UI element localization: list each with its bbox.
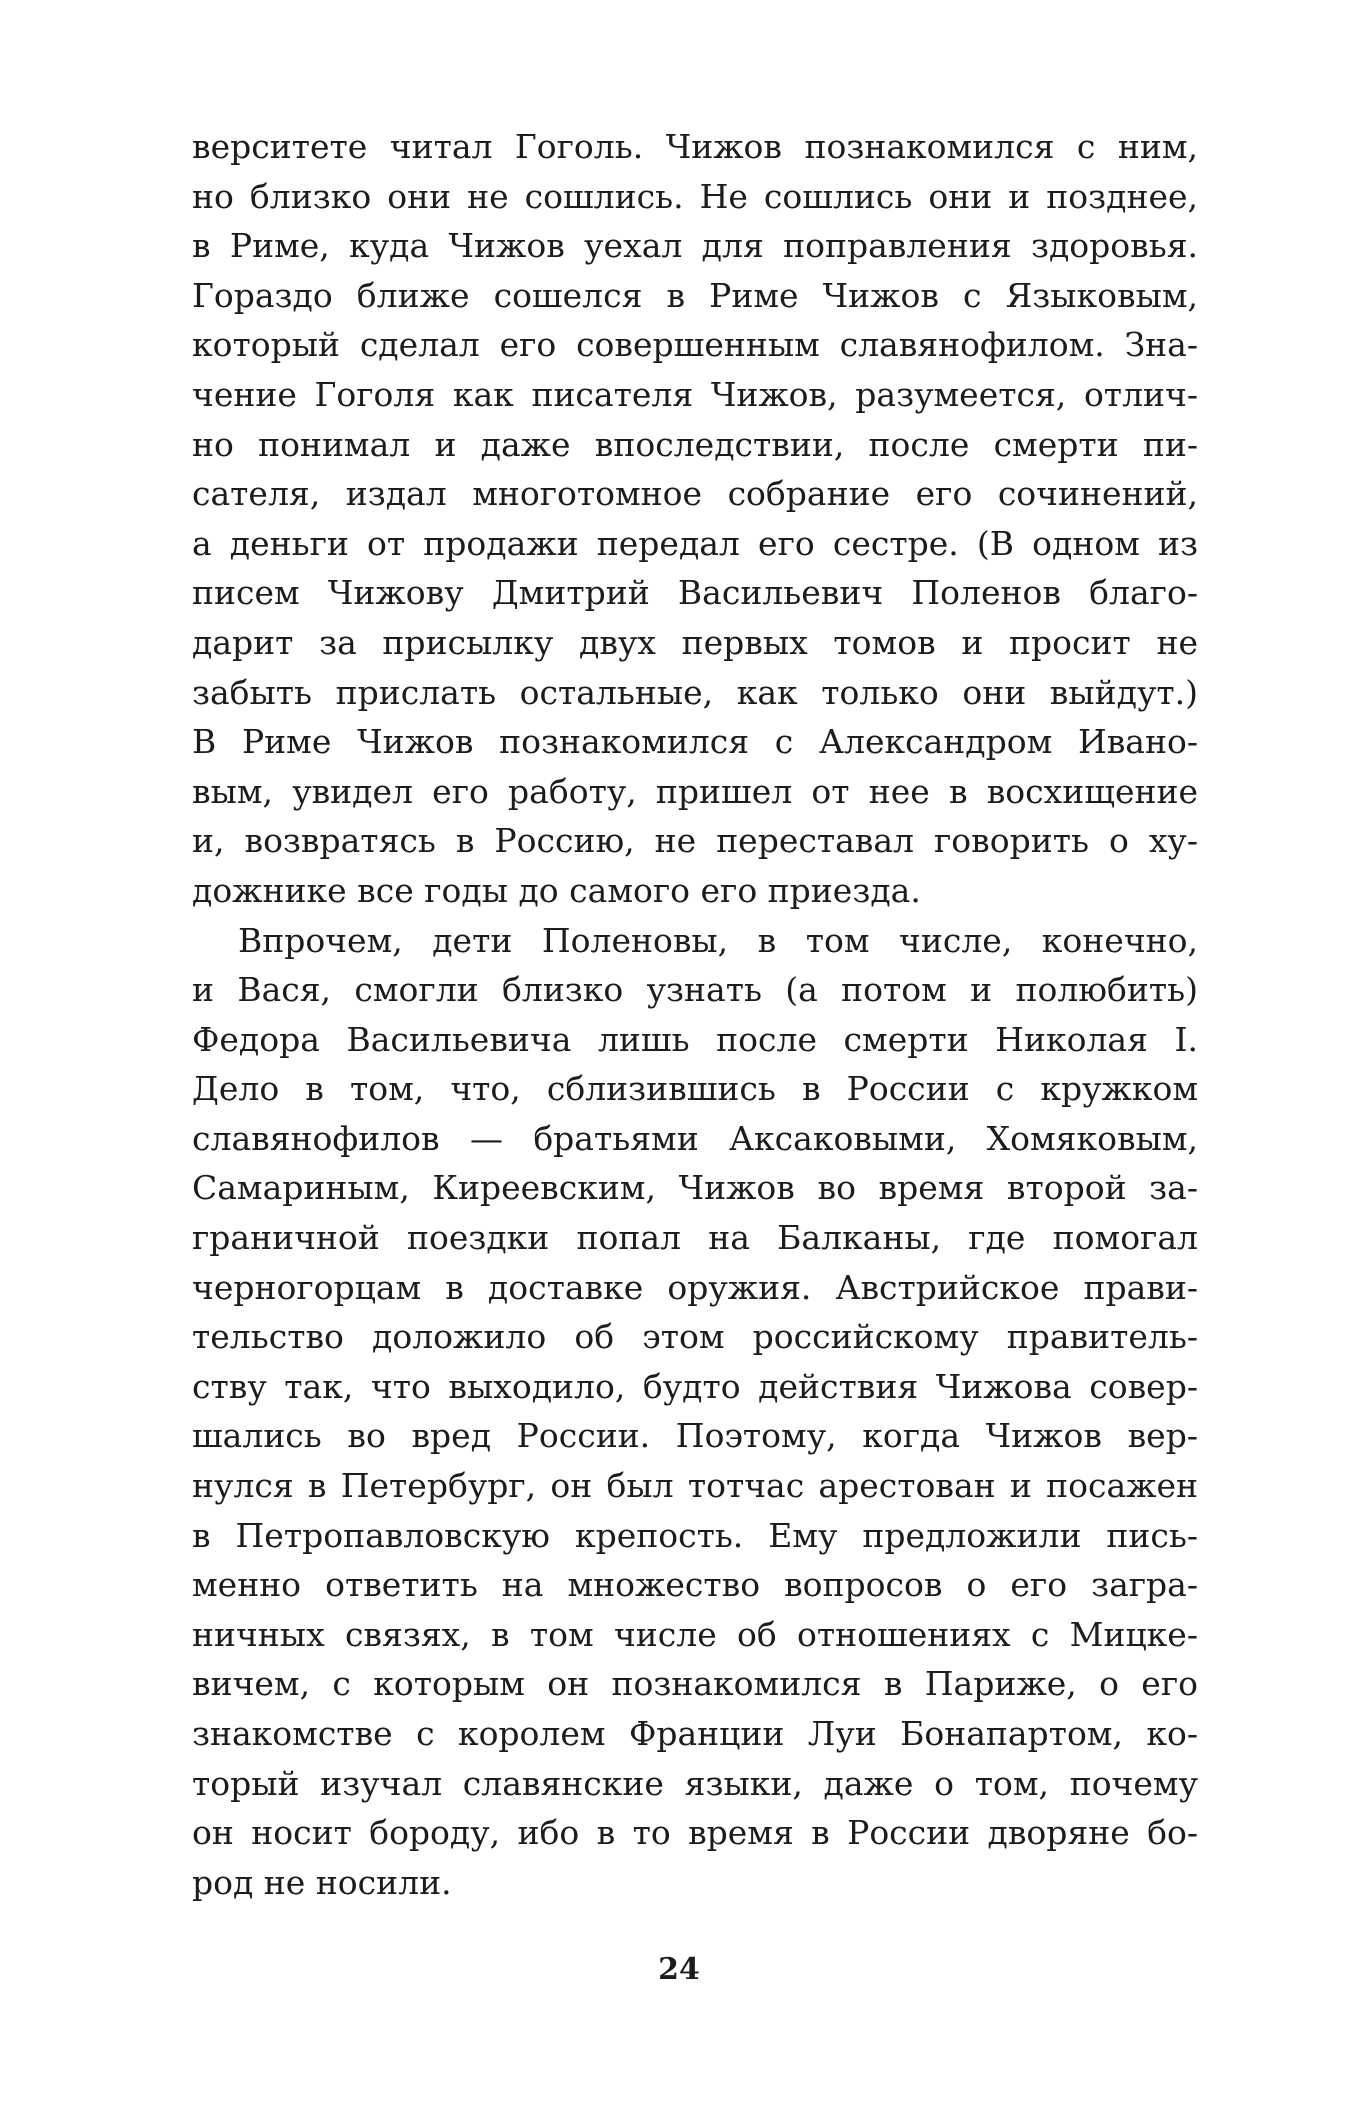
text-line: в Риме, куда Чижов уехал для поправления здоровья. [192,226,1198,266]
text-line: ничных связях, в том числе об отношениях с Мицке- [192,1614,1198,1654]
text-line: нулся в Петербург, он был тотчас арестован и посажен [192,1466,1198,1506]
text-line: забыть прислать остальные, как только они выйдут.) [192,672,1198,712]
text-line: тельство доложило об этом российскому правитель- [192,1317,1198,1357]
text-line: Гораздо ближе сошелся в Риме Чижов с Языковым, [192,275,1198,315]
text-line: славянофилов — братьями Аксаковыми, Хомяковым, [192,1118,1198,1158]
text-line: чение Гоголя как писателя Чижов, разумеется, отлич- [192,374,1198,414]
text-line: знакомстве с королем Франции Луи Бонапартом, ко- [192,1714,1198,1753]
text-line: и Вася, смогли близко узнать (а потом и полюбить) [192,970,1198,1010]
text-line: в Петропавловскую крепость. Ему предложили пись- [192,1515,1198,1555]
text-line: а деньги от продажи передал его сестре. (В одном из [192,523,1198,563]
text-line: но понимал и даже впоследствии, после смерти пи- [192,424,1198,464]
text-line: Дело в том, что, сблизившись в России с кружком [192,1069,1198,1109]
text-line: дожнике все годы до самого его приезда. [192,870,921,910]
text-line: и, возвратясь в Россию, не переставал говорить о ху- [192,821,1198,861]
text-line: ству так, что выходило, будто действия Чижова совер- [192,1366,1198,1406]
text-line: Впрочем, дети Поленовы, в том числе, конечно, [238,920,1198,960]
text-line: черногорцам в доставке оружия. Австрийское прави- [192,1267,1198,1307]
text-line: но близко они не сошлись. Не сошлись они и позднее, [192,176,1198,216]
text-line: писем Чижову Дмитрий Васильевич Поленов благо- [192,573,1198,613]
text-line: верситете читал Гоголь. Чижов познакомился с ним, [192,127,1198,166]
text-line: менно ответить на множество вопросов о его загра- [192,1565,1198,1605]
body-text [192,122,1198,1907]
page-number: 24 [658,1952,700,1987]
text-line: который сделал его совершенным славянофилом. Зна- [192,325,1198,365]
text-line: род не носили. [192,1862,452,1902]
text-line: торый изучал славянские языки, даже о том, почему [192,1763,1198,1803]
text-line: граничной поездки попал на Балканы, где помогал [192,1218,1198,1258]
text-line: сателя, издал многотомное собрание его сочинений, [192,474,1198,514]
text-line: Федора Васильевича лишь после смерти Николая I. [192,1019,1198,1059]
text-line: Самариным, Киреевским, Чижов во время второй за- [192,1168,1198,1208]
text-line: он носит бороду, ибо в то время в России дворяне бо- [192,1813,1198,1853]
text-line: дарит за присылку двух первых томов и просит не [192,622,1198,662]
text-line: вым, увидел его работу, пришел от нее в восхищение [192,771,1198,811]
text-line: В Риме Чижов познакомился с Александром Ивано- [192,722,1198,762]
text-line: шались во вред России. Поэтому, когда Чижов вер- [192,1416,1198,1456]
text-line: вичем, с которым он познакомился в Париже, о его [192,1664,1198,1704]
